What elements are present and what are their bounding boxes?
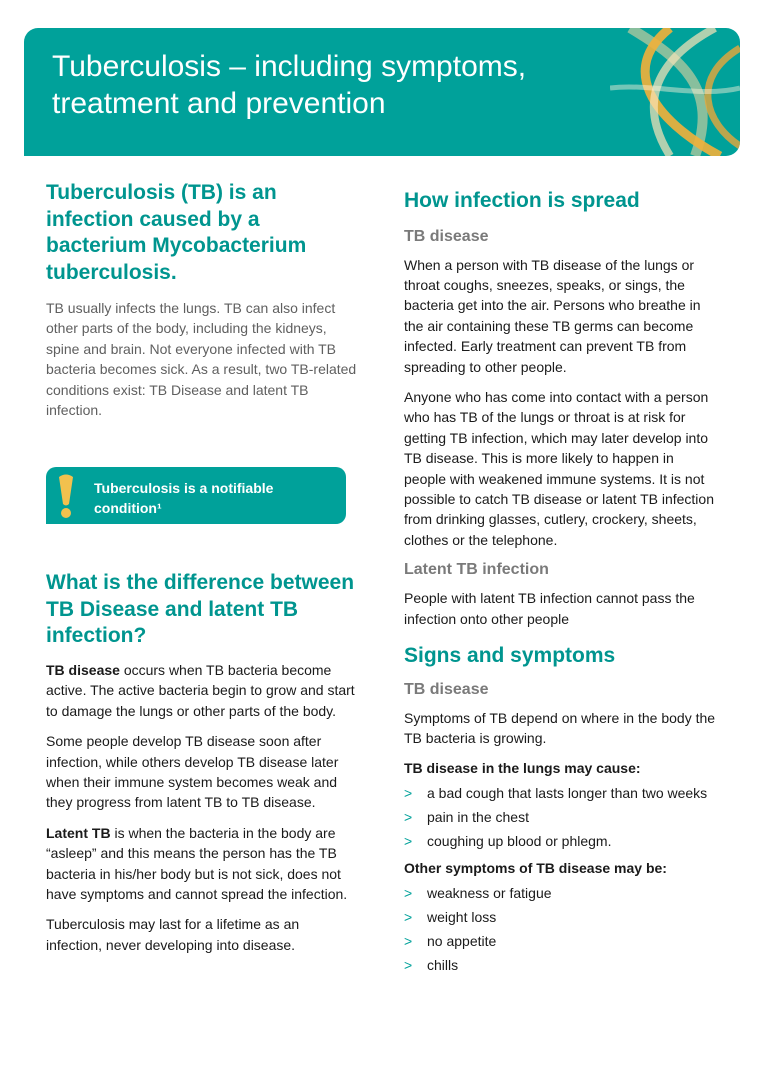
other-symptoms-heading: Other symptoms of TB disease may be: [404,860,667,877]
list-item: > a bad cough that lasts longer than two weeks [404,785,708,802]
tb-disease-term: TB disease [46,661,120,678]
signs-tb-disease-subheading: TB disease [404,680,489,698]
dna-ribbon-icon [610,28,740,156]
difference-heading: What is the difference between TB Disease and latent TB infection? [46,571,355,648]
chevron-right-icon: > [404,885,413,902]
signs-paragraph: Symptoms of TB depend on where in the body the TB bacteria is growing. [404,709,716,746]
latent-tb-definition: is when the bacteria in the body are “asleep” and this means the person has the TB bacteria in his/her body but is not sick, does not have symptoms and cannot spread the infection. [46,824,348,902]
chevron-right-icon: > [404,933,413,950]
latent-tb-paragraph [46,823,358,905]
tb-disease-definition: occurs when TB bacteria become active. The active bacteria begin to grow and start to damage the lungs or other parts of the body. [46,661,355,719]
lifetime-paragraph: Tuberculosis may last for a lifetime as an infection, never developing into disease. [46,916,300,953]
latent-infection-subheading: Latent TB infection [404,561,549,579]
spread-heading: How infection is spread [404,189,640,212]
latent-tb-term: Latent TB [46,824,111,841]
lungs-list [404,784,716,850]
list-item: > weight loss [404,909,497,926]
other-symptoms-list [404,884,716,974]
list-item: > coughing up blood or phlegm. [404,833,612,850]
chevron-right-icon: > [404,833,413,850]
intro-paragraph: TB usually infects the lungs. TB can also infect other parts of the body, including the kidneys, spine and brain. Not everyone infected with TB bacteria becomes sick. As a result, two TB-related conditions exist: TB Disease and latent TB infection. [46,300,357,419]
spread-paragraph-1: When a person with TB disease of the lungs or throat coughs, sneezes, speaks, or sings, the bacteria get into the air. Persons who breathe in the air containing these TB germs can become infected. Early treatment can prevent TB from spreading to other people. [404,256,701,375]
notice-text: Tuberculosis is a notifiable condition¹ [94,480,274,517]
right-column [404,188,716,982]
exclamation-icon [56,473,76,519]
latent-infection-paragraph: People with latent TB infection cannot pass the infection onto other people [404,590,695,627]
chevron-right-icon: > [404,957,413,974]
list-item: > pain in the chest [404,809,529,826]
notifiable-callout [46,467,346,524]
signs-heading: Signs and symptoms [404,644,616,667]
chevron-right-icon: > [404,909,413,926]
tb-disease-paragraph [46,660,358,721]
left-column [46,180,358,965]
spread-tb-disease-subheading: TB disease [404,227,489,245]
page-title: Tuberculosis – including symptoms, treatment and prevention [52,50,527,120]
list-item: > chills [404,957,459,974]
chevron-right-icon: > [404,785,413,802]
list-item: > weakness or fatigue [404,885,552,902]
chevron-right-icon: > [404,809,413,826]
list-item: > no appetite [404,933,497,950]
spread-paragraph-2: Anyone who has come into contact with a person who has TB of the lungs or throat is at risk for getting TB infection, which may later develop into TB disease. This is more likely to happen in people with weakened immune systems. It is not possible to catch TB disease or latent TB infection from drinking glasses, cutlery, crockery, sheets, clothes or the telephone. [404,388,714,548]
title-banner [24,28,740,156]
progression-paragraph: Some people develop TB disease soon after infection, while others develop TB disease later when their immune system becomes weak and they progress from latent TB to TB disease. [46,733,339,811]
lungs-heading: TB disease in the lungs may cause: [404,760,641,777]
lead-heading: Tuberculosis (TB) is an infection caused by a bacterium Mycobacterium tuberculosis. [46,181,307,284]
